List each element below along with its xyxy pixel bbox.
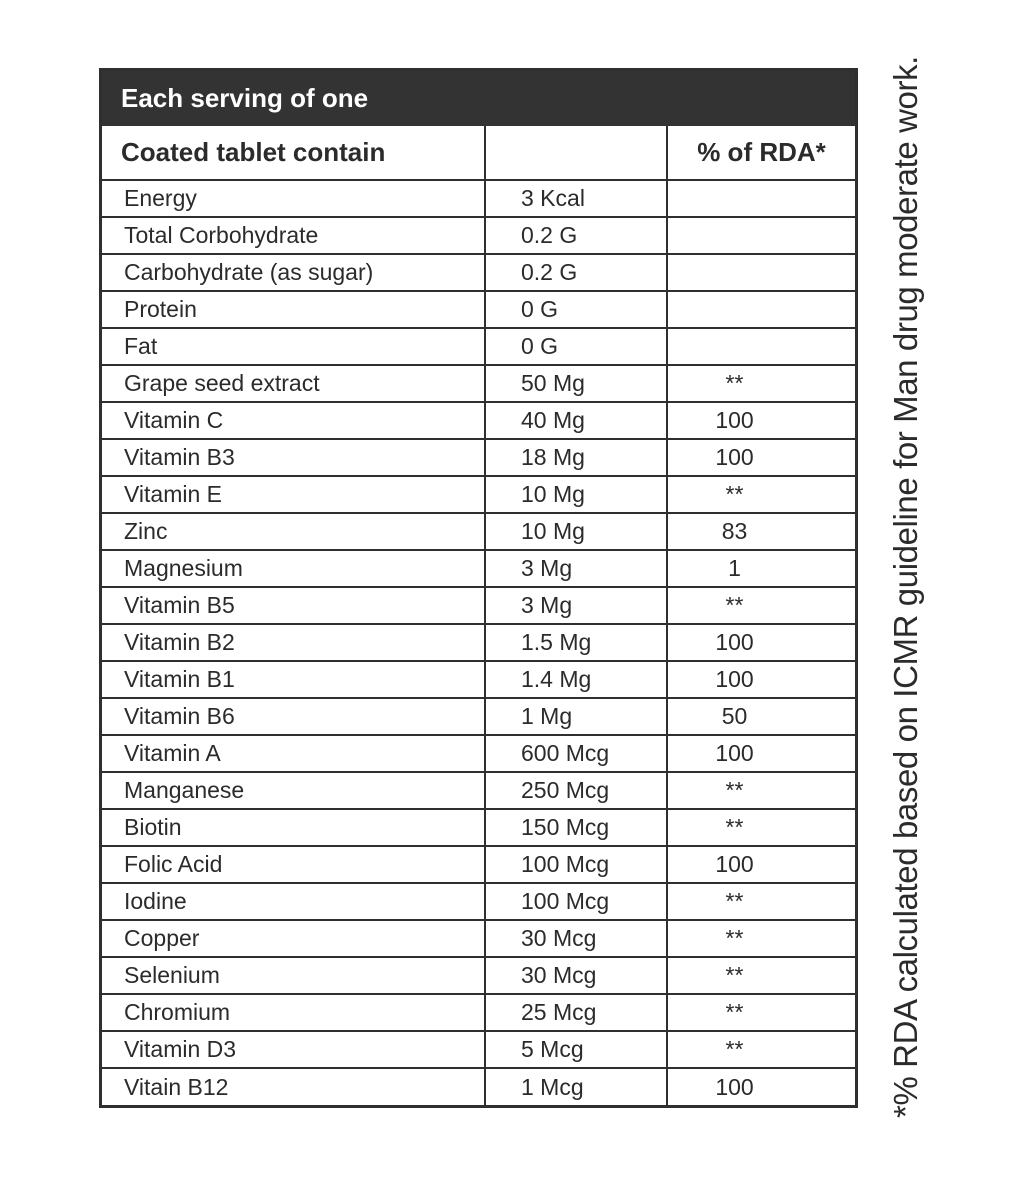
nutrient-name-cell: Vitamin B1 xyxy=(102,661,485,698)
table-row xyxy=(102,328,855,365)
table-row xyxy=(102,365,855,402)
nutrition-table xyxy=(102,126,855,1105)
rda-cell: 100 xyxy=(667,735,855,772)
quantity-cell: 250 Mcg xyxy=(485,772,667,809)
nutrient-name-cell: Carbohydrate (as sugar) xyxy=(102,254,485,291)
nutrient-name-cell: Vitamin B5 xyxy=(102,587,485,624)
rda-cell: ** xyxy=(667,883,855,920)
nutrient-name-cell: Vitamin C xyxy=(102,402,485,439)
rda-cell: 100 xyxy=(667,661,855,698)
nutrient-name-cell: Energy xyxy=(102,180,485,217)
nutrient-name-cell: Vitamin B6 xyxy=(102,698,485,735)
nutrient-name-cell: Vitamin D3 xyxy=(102,1031,485,1068)
nutrient-name-cell: Vitamin B3 xyxy=(102,439,485,476)
table-row xyxy=(102,1068,855,1105)
nutrient-name-cell: Vitamin E xyxy=(102,476,485,513)
rda-cell xyxy=(667,328,855,365)
table-header-row xyxy=(102,126,855,180)
rda-footnote: *% RDA calculated based on ICMR guideline for Man drug moderate work. xyxy=(887,56,924,1118)
nutrition-table-container xyxy=(99,68,858,1108)
rda-cell: ** xyxy=(667,476,855,513)
nutrient-name-cell: Protein xyxy=(102,291,485,328)
quantity-cell: 30 Mcg xyxy=(485,957,667,994)
nutrient-name-cell: Vitamin A xyxy=(102,735,485,772)
quantity-cell: 0.2 G xyxy=(485,254,667,291)
quantity-cell: 0.2 G xyxy=(485,217,667,254)
rda-cell: 50 xyxy=(667,698,855,735)
quantity-cell: 3 Mg xyxy=(485,587,667,624)
rda-cell: ** xyxy=(667,957,855,994)
nutrient-name-cell: Vitamin B2 xyxy=(102,624,485,661)
table-row xyxy=(102,291,855,328)
quantity-cell: 0 G xyxy=(485,328,667,365)
rda-cell xyxy=(667,291,855,328)
quantity-cell: 1 Mg xyxy=(485,698,667,735)
table-row xyxy=(102,254,855,291)
nutrient-name-cell: Fat xyxy=(102,328,485,365)
nutrient-name-cell: Zinc xyxy=(102,513,485,550)
nutrient-name-cell: Grape seed extract xyxy=(102,365,485,402)
table-row xyxy=(102,809,855,846)
table-row xyxy=(102,883,855,920)
quantity-cell: 10 Mg xyxy=(485,476,667,513)
nutrient-name-cell: Vitain B12 xyxy=(102,1068,485,1105)
table-row xyxy=(102,735,855,772)
rda-cell: 100 xyxy=(667,846,855,883)
quantity-cell: 100 Mcg xyxy=(485,846,667,883)
rda-cell: ** xyxy=(667,365,855,402)
table-title: Each serving of one xyxy=(102,71,855,126)
quantity-cell: 50 Mg xyxy=(485,365,667,402)
nutrient-name-cell: Iodine xyxy=(102,883,485,920)
nutrient-name-cell: Manganese xyxy=(102,772,485,809)
table-row xyxy=(102,994,855,1031)
table-row xyxy=(102,661,855,698)
table-row xyxy=(102,217,855,254)
table-row xyxy=(102,772,855,809)
rda-cell: ** xyxy=(667,994,855,1031)
quantity-cell: 30 Mcg xyxy=(485,920,667,957)
table-row xyxy=(102,513,855,550)
rda-cell: 1 xyxy=(667,550,855,587)
table-row xyxy=(102,920,855,957)
quantity-cell: 150 Mcg xyxy=(485,809,667,846)
rda-cell: 83 xyxy=(667,513,855,550)
quantity-cell: 25 Mcg xyxy=(485,994,667,1031)
quantity-cell: 1.5 Mg xyxy=(485,624,667,661)
quantity-cell: 1.4 Mg xyxy=(485,661,667,698)
nutrient-name-cell: Copper xyxy=(102,920,485,957)
rda-cell: ** xyxy=(667,772,855,809)
table-row xyxy=(102,957,855,994)
quantity-cell: 1 Mcg xyxy=(485,1068,667,1105)
table-row xyxy=(102,1031,855,1068)
header-nutrient: Coated tablet contain xyxy=(102,126,485,180)
nutrient-name-cell: Chromium xyxy=(102,994,485,1031)
table-row xyxy=(102,587,855,624)
quantity-cell: 3 Mg xyxy=(485,550,667,587)
nutrient-name-cell: Biotin xyxy=(102,809,485,846)
header-quantity xyxy=(485,126,667,180)
nutrient-name-cell: Magnesium xyxy=(102,550,485,587)
rda-cell: 100 xyxy=(667,1068,855,1105)
table-row xyxy=(102,439,855,476)
rda-cell: ** xyxy=(667,1031,855,1068)
nutrient-name-cell: Selenium xyxy=(102,957,485,994)
rda-cell xyxy=(667,180,855,217)
quantity-cell: 10 Mg xyxy=(485,513,667,550)
table-row xyxy=(102,476,855,513)
quantity-cell: 5 Mcg xyxy=(485,1031,667,1068)
quantity-cell: 18 Mg xyxy=(485,439,667,476)
table-row xyxy=(102,550,855,587)
table-row xyxy=(102,698,855,735)
quantity-cell: 600 Mcg xyxy=(485,735,667,772)
rda-cell: ** xyxy=(667,587,855,624)
quantity-cell: 100 Mcg xyxy=(485,883,667,920)
rda-cell: 100 xyxy=(667,624,855,661)
table-row xyxy=(102,180,855,217)
table-row xyxy=(102,846,855,883)
quantity-cell: 40 Mg xyxy=(485,402,667,439)
quantity-cell: 0 G xyxy=(485,291,667,328)
rda-cell xyxy=(667,254,855,291)
rda-cell: ** xyxy=(667,920,855,957)
rda-cell: 100 xyxy=(667,402,855,439)
quantity-cell: 3 Kcal xyxy=(485,180,667,217)
header-rda: % of RDA* xyxy=(667,126,855,180)
table-row xyxy=(102,402,855,439)
rda-cell: ** xyxy=(667,809,855,846)
nutrient-name-cell: Total Corbohydrate xyxy=(102,217,485,254)
nutrient-name-cell: Folic Acid xyxy=(102,846,485,883)
rda-cell: 100 xyxy=(667,439,855,476)
rda-cell xyxy=(667,217,855,254)
table-row xyxy=(102,624,855,661)
